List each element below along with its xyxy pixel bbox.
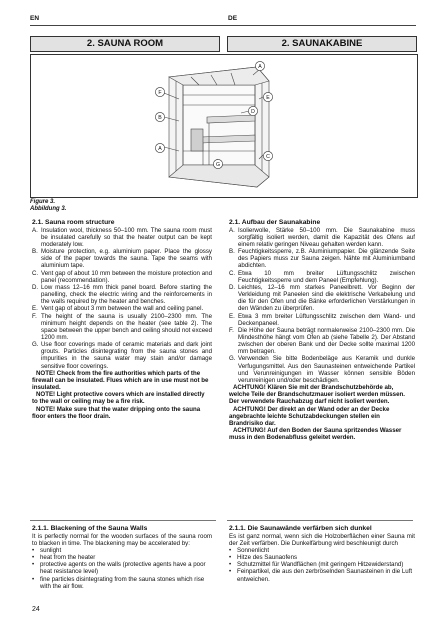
list-item: • Schutzmittel für Wandflächen (mit geringem Hitzewiderstand) xyxy=(229,561,404,569)
en-item-text: Use floor coverings made of ceramic materials and dark joint grouts. Particles disintegrating from the sauna stones and impurities in the sauna water may stain and/or damage sensitive floor coverings. xyxy=(41,341,212,370)
en-item-letter: E. xyxy=(32,305,38,313)
de-subsection-heading: 2.1.1. Die Saunawände verfärben sich dunkel xyxy=(229,525,372,532)
de-section-heading: 2.1. Aufbau der Saunakabine xyxy=(229,219,321,226)
en-item-text: Vent gap of about 10 mm between the moisture protection and panel (recommendation). xyxy=(41,269,212,284)
section-title-en: 2. SAUNA ROOM xyxy=(30,36,220,52)
de-item-e xyxy=(229,313,415,327)
de-note-fire xyxy=(229,384,415,405)
en-note-text: NOTE! Check from the fire authorities which parts of the firewall can be insulated. Flues which are in use must not be insulated. xyxy=(32,369,209,392)
de-bullet-list xyxy=(229,547,415,583)
list-item: • Sonnenlicht xyxy=(229,546,270,554)
figure-caption-de: Abbildung 3. xyxy=(30,206,67,212)
en-item-letter: B. xyxy=(32,248,38,256)
figure-label-a-top: A xyxy=(258,64,262,70)
en-item-letter: C. xyxy=(32,269,39,277)
list-item: • sunlight xyxy=(32,546,62,554)
de-item-letter: G. xyxy=(229,355,236,363)
language-tag-en: EN xyxy=(30,15,40,22)
en-bullet-text: sunlight xyxy=(40,546,62,554)
figure-label-b: B xyxy=(158,115,162,121)
list-item: • Feinpartikel, die aus den zerbröselnden Saunasteinen in die Luft entweichen. xyxy=(229,568,415,582)
en-item-letter: G. xyxy=(32,341,39,349)
de-item-text: Isolierwolle, Stärke 50–100 mm. Die Saunakabine muss sorgfältig isoliert werden, damit die Kapazität des Ofens auf einem relativ geringen Niveau gehalten werden kann. xyxy=(238,226,415,248)
en-item-e xyxy=(32,305,212,312)
language-tag-de: DE xyxy=(228,15,238,22)
list-item: • fine particles disintegrating from the sauna stones which rise with the air flow. xyxy=(32,576,212,590)
en-item-f xyxy=(32,313,212,342)
en-blackening-section xyxy=(32,525,212,590)
figure-caption-en: Figure 3. xyxy=(30,199,56,205)
de-item-b xyxy=(229,248,415,269)
de-bullet-text: Hitze des Saunaofens xyxy=(237,554,298,562)
en-bullet-list xyxy=(32,547,212,590)
figure-label-d: D xyxy=(251,109,255,115)
de-item-letter: B. xyxy=(229,248,235,256)
de-item-d xyxy=(229,284,415,313)
sauna-structure-figure xyxy=(30,54,418,198)
page-number: 24 xyxy=(32,606,40,613)
list-item: • protective agents on the walls (protective agents have a poor heat resistance level) xyxy=(32,561,212,575)
de-item-g xyxy=(229,355,415,384)
de-note-text: ACHTUNG! Der direkt an der Wand oder an der Decke angebrachte leichte Schutzabdeckungen stellen ein Brandrisiko dar. xyxy=(229,405,390,427)
de-item-text: Die Höhe der Sauna beträgt normalerweise 2100–2300 mm. Die Mindesthöhe hängt vom Ofen ab (siehe Tabelle 2). Der Abstand zwischen der oberen Bank und der Decke sollte maximal 1200 mm betragen. xyxy=(238,326,415,356)
de-item-text: Etwa 10 mm breiter Lüftungsschlitz zwischen Feuchtigkeitssperre und dem Paneel (Empfehlung). xyxy=(238,269,415,284)
en-structure-section xyxy=(32,219,212,420)
de-item-text: Etwa 3 mm breiter Lüftungsschlitz zwischen dem Wand- und Deckenpaneel. xyxy=(238,312,415,327)
de-item-letter: F. xyxy=(229,326,234,334)
en-item-g xyxy=(32,341,212,370)
en-item-b xyxy=(32,248,212,269)
list-item: • Hitze des Saunaofens xyxy=(229,554,298,562)
figure-label-e: E xyxy=(266,95,270,101)
en-item-text: The height of the sauna is usually 2100–2300 mm. The minimum height depends on the heater (see table 2). The space between the upper bench and ceiling should not exceed 1200 mm. xyxy=(41,312,212,341)
en-item-c xyxy=(32,270,212,284)
en-item-letter: D. xyxy=(32,283,39,291)
section-title-de: 2. SAUNAKABINE xyxy=(227,36,417,52)
en-item-text: Moisture protection, e.g. aluminium paper. Place the glossy side of the paper towards the sauna. Tape the seams with aluminium tape. xyxy=(41,248,212,270)
de-note-text: ACHTUNG! Auf den Boden der Sauna spritzendes Wasser muss in den Bodenabfluss geleitet werden. xyxy=(229,427,402,442)
de-bullet-text: Feinpartikel, die aus den zerbröselnden Saunasteinen in die Luft entweichen. xyxy=(237,568,413,583)
figure-label-f: F xyxy=(158,90,162,96)
de-item-f xyxy=(229,327,415,356)
figure-label-c: C xyxy=(266,154,270,160)
de-subsection-rule xyxy=(227,520,413,521)
de-item-c xyxy=(229,270,415,284)
de-item-text: Leichtes, 12–16 mm starkes Paneelbrett. Vor Beginn der Verkleidung mit Paneelen sind die elektrische Verkabelung und die für den Ofen und die Bänke erforderlichen Verstärkungen in den Wänden zu überprüfen. xyxy=(238,283,415,313)
figure-label-g: G xyxy=(215,162,221,168)
header-rule xyxy=(30,25,416,26)
en-item-text: Low mass 12–16 mm thick panel board. Before starting the panelling, check the electric wiring and the reinforcements in the walls required by the heater and benches. xyxy=(41,283,212,306)
de-note-text: ACHTUNG! Klären Sie mit der Brandschutzbehörde ab, welche Teile der Brandschutzmauer isoliert werden müssen. Der verwendete Rauchabzug darf nicht isoliert werden. xyxy=(229,384,405,406)
de-item-text: Feuchtigkeitssperre, z.B. Aluminiumpapier. Die glänzende Seite des Papiers muss zur Sauna zeigen. Nähte mit Aluminiumband abdichten. xyxy=(238,248,415,270)
en-subsection-rule xyxy=(30,520,216,521)
sauna-drawing xyxy=(31,55,417,197)
de-blackening-section xyxy=(229,525,415,583)
en-note-drain xyxy=(32,406,212,420)
en-item-text: Insulation wool, thickness 50–100 mm. The sauna room must be insulated carefully so that the heater output can be kept moderately low. xyxy=(41,226,212,248)
en-bullet-text: heat from the heater xyxy=(40,554,96,562)
en-item-text: Vent gap of about 3 mm between the wall and ceiling panel. xyxy=(41,305,204,313)
en-subsection-text: It is perfectly normal for the wooden surfaces of the sauna room to blacken in time. The blackening may be accelerated by: xyxy=(32,532,212,547)
en-note-covers xyxy=(32,391,212,405)
en-item-a xyxy=(32,227,212,248)
de-note-covers xyxy=(229,406,415,427)
en-item-letter: A. xyxy=(32,226,38,234)
en-note-text: NOTE! Make sure that the water dripping onto the sauna floor enters the floor drain. xyxy=(32,405,201,420)
de-bullet-text: Sonnenlicht xyxy=(237,546,270,554)
de-structure-section xyxy=(229,219,415,441)
de-item-text: Verwenden Sie bitte Bodenbeläge aus Keramik und dunkle Verfugungsmittel. Aus den Saunasteinen entweichende Partikel und Verunreinigungen im Wasser können sensible Böden verunreinigen und/oder beschädigen. xyxy=(238,355,415,384)
en-note-fire xyxy=(32,370,212,391)
de-item-letter: A. xyxy=(229,226,235,234)
figure-label-a-left: A xyxy=(158,146,162,152)
en-bullet-text: fine particles disintegrating from the sauna stones which rise with the air flow. xyxy=(40,575,205,590)
list-item: • heat from the heater xyxy=(32,554,96,562)
de-item-letter: E. xyxy=(229,312,235,320)
en-item-d xyxy=(32,284,212,305)
en-subsection-heading: 2.1.1. Blackening of the Sauna Walls xyxy=(32,525,148,532)
en-section-heading: 2.1. Sauna room structure xyxy=(32,219,115,226)
de-note-drain xyxy=(229,427,415,441)
en-bullet-text: protective agents on the walls (protective agents have a poor heat resistance level) xyxy=(40,561,206,576)
figure-caption xyxy=(30,199,66,213)
en-note-text: NOTE! Light protective covers which are installed directly to the wall or ceiling may be a fire risk. xyxy=(32,391,205,406)
de-item-a xyxy=(229,227,415,248)
de-item-letter: C. xyxy=(229,269,236,277)
de-subsection-text: Es ist ganz normal, wenn sich die Holzoberflächen einer Sauna mit der Zeit verfärben. Die Dunkelfärbung wird beschleunigt durch xyxy=(229,532,415,547)
de-item-letter: D. xyxy=(229,283,236,291)
de-bullet-text: Schutzmittel für Wandflächen (mit geringem Hitzewiderstand) xyxy=(237,561,404,569)
en-item-letter: F. xyxy=(32,312,37,320)
